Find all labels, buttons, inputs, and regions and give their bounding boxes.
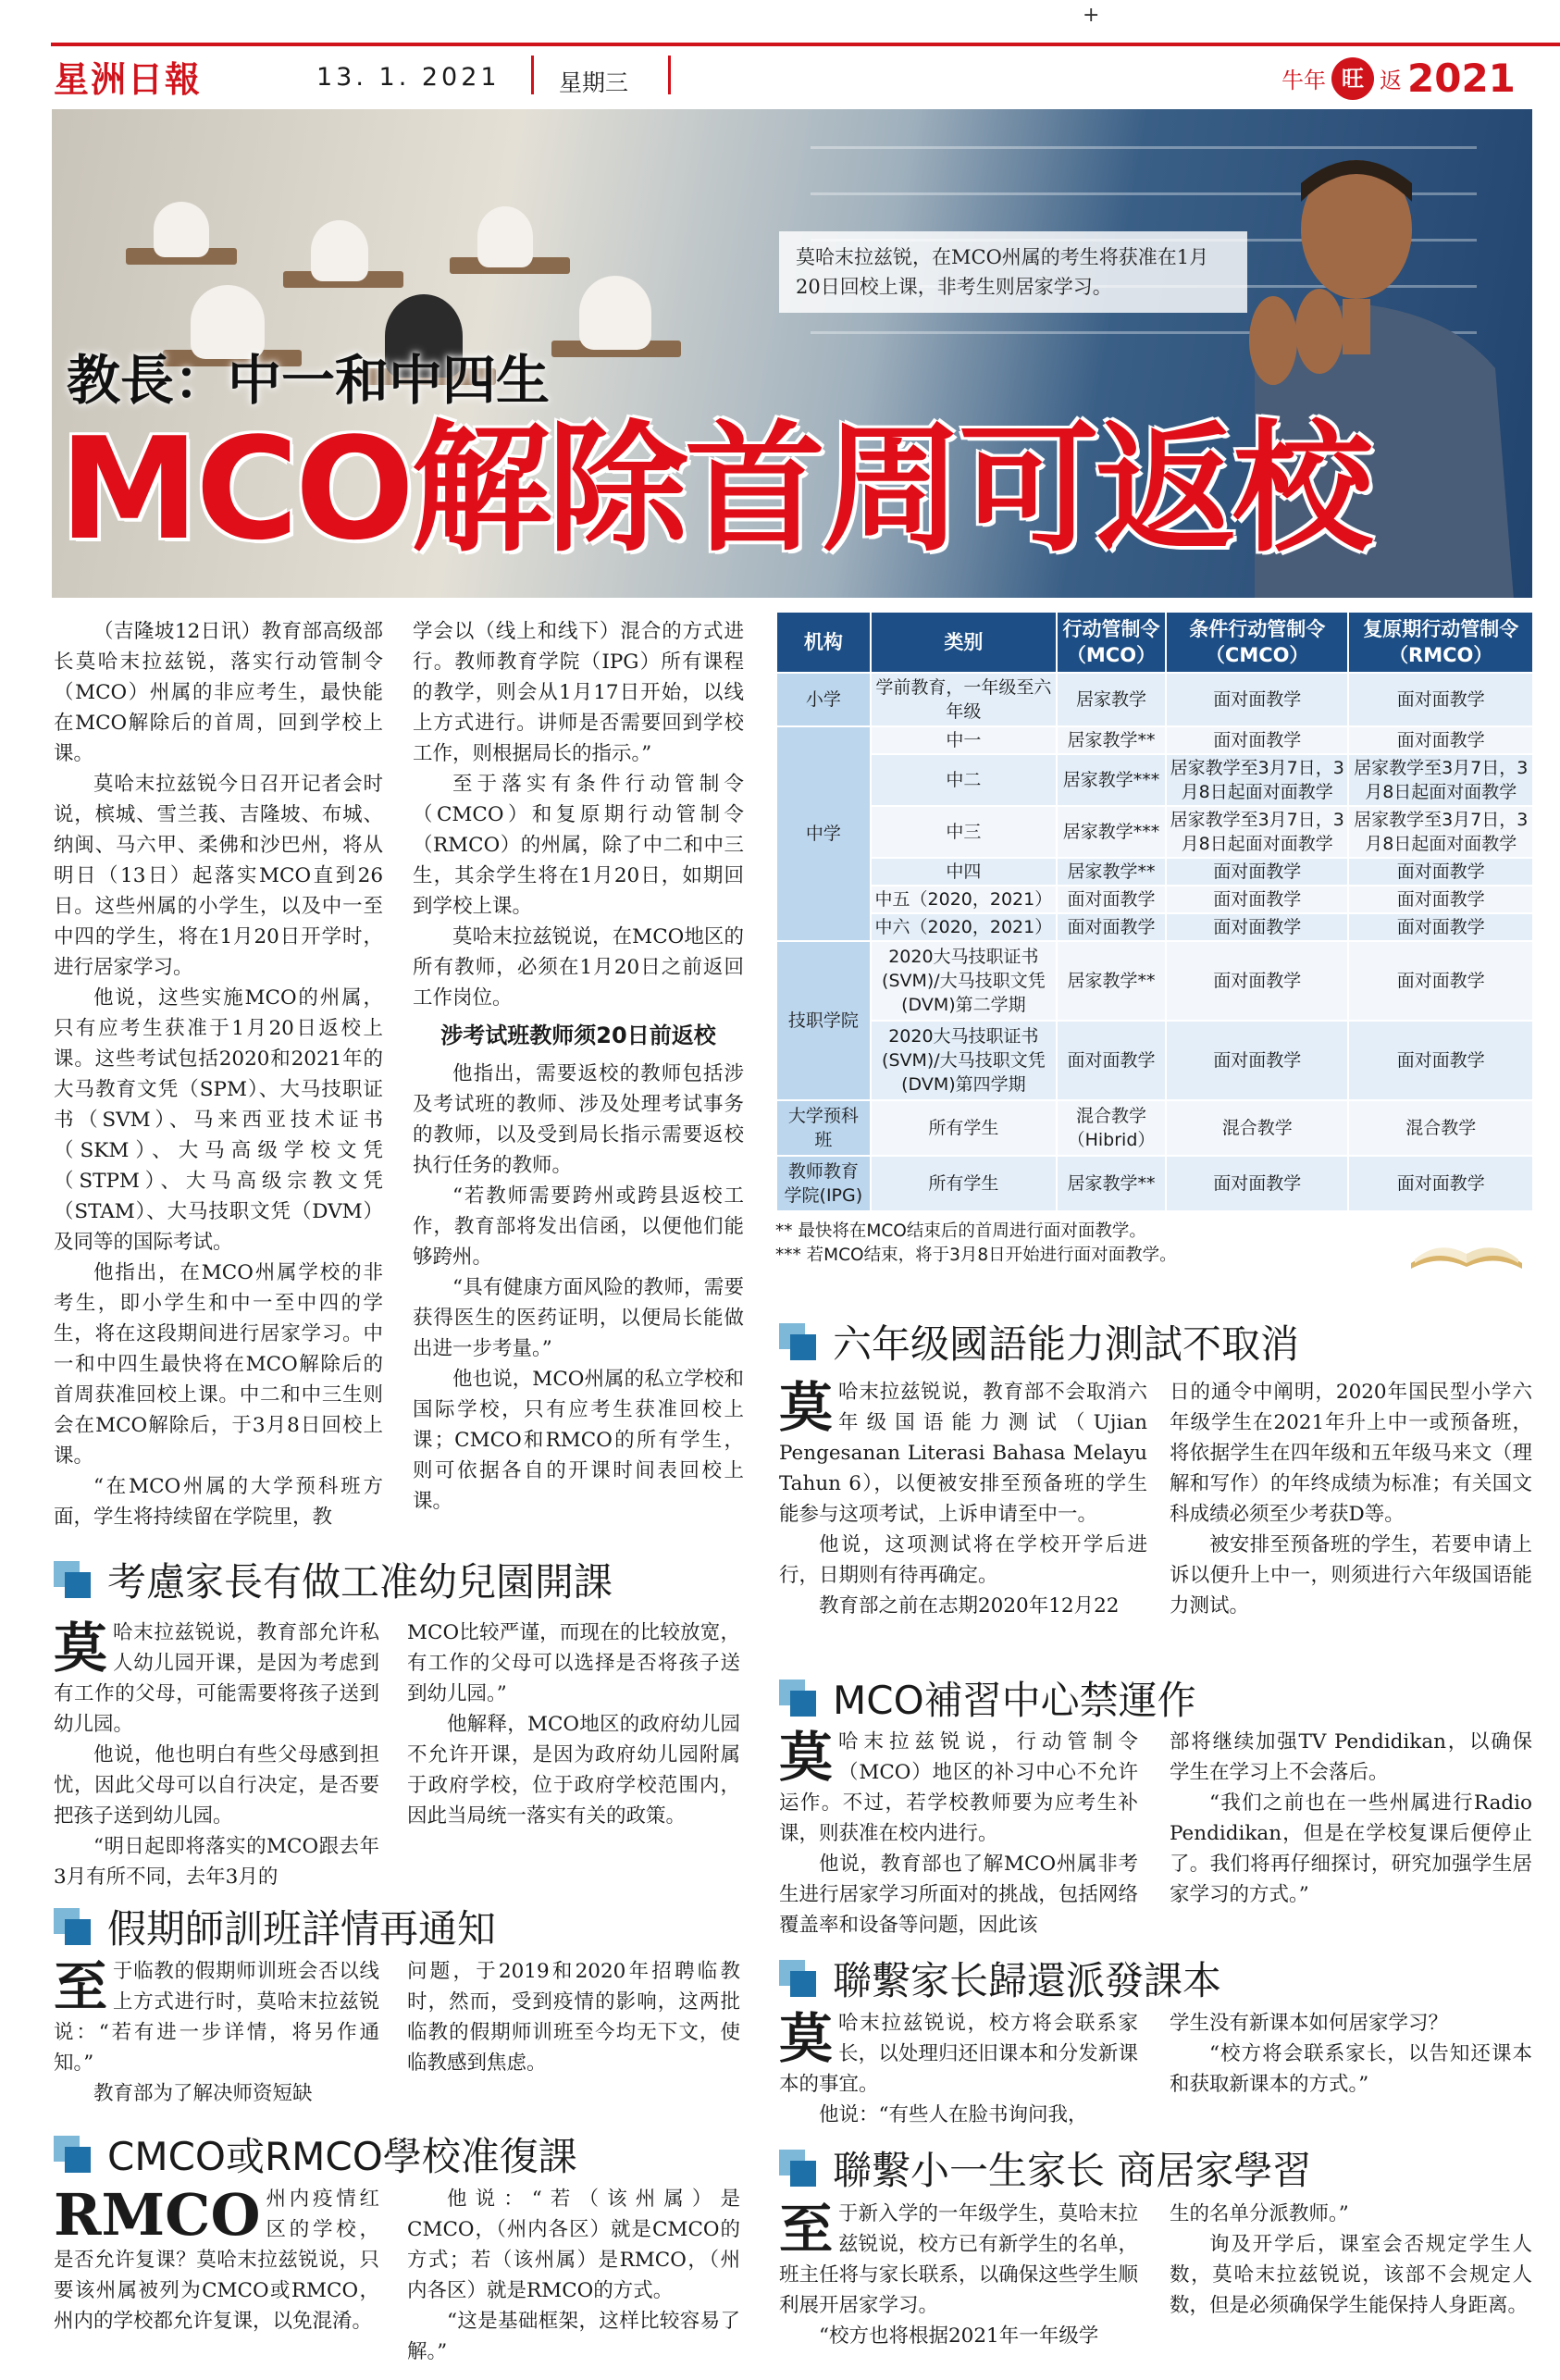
paragraph: 部将继续加强TV Pendidikan，以确保学生在学习上不会落后。 [1170,1730,1532,1784]
paragraph: 他说，这些实施MCO的州属，只有应考生获准于1月20日返校上课。这些考试包括2020和2021年的大马教育文凭（SPM）、大马技职证书（SVM）、马来西亚技术证书（SKM）、大马高级学校文凭（STPM）、大马高级宗教文凭（STAM）、大马技职文凭（DVM）及同等的国际考试。 [54,986,383,1254]
table-cell: 面对面教学 [1348,886,1533,913]
table-row [776,1100,1533,1156]
table-cell: 面对面教学 [1348,673,1533,726]
table-header: 类别 [871,612,1057,673]
publication-date: 13. 1. 2021 [316,63,501,92]
section-title: MCO補習中心禁運作 [833,1678,1196,1723]
table-row [776,673,1533,726]
slogan-text-b: 旺 [1331,57,1374,100]
paragraph: 他说，这项测试将在学校开学后进行，日期则有待再确定。 [779,1533,1147,1587]
paragraph: “若教师需要跨州或跨县返校工作，教育部将发出信函，以便他们能够跨州。 [413,1184,744,1269]
table-header: 复原期行动管制令（RMCO） [1348,612,1533,673]
paragraph: “明日起即将落实的MCO跟去年3月有所不同，去年3月的 [54,1835,379,1889]
section-heading [54,1552,613,1607]
table-cell: 面对面教学 [1057,1021,1166,1100]
section-heading [779,1670,1196,1726]
table-cell: 居家教学** [1057,941,1166,1021]
paragraph: “校方将会联系家长，以告知还课本和获取新课本的方式。” [1170,2042,1532,2096]
drop-cap: 莫 [779,1376,834,1439]
table-header: 行动管制令（MCO） [1057,612,1166,673]
paragraph: 他说：“若（该州属）是CMCO，（州内各区）就是CMCO的方式；若（该州属）是RMCO，（州内各区）就是RMCO的方式。 [407,2188,740,2302]
paragraph: 莫哈末拉兹锐说，在MCO地区的所有教师，必须在1月20日之前返回工作岗位。 [413,925,744,1010]
table-cell: 面对面教学 [1348,1021,1533,1100]
table-row [776,886,1533,913]
table-cell: 面对面教学 [1166,886,1349,913]
book-icon [1402,1217,1531,1272]
paragraph: 哈末拉兹锐说，行动管制令（MCO）地区的补习中心不允许运作。不过，若学校教师要为应考生补课，则获准在校内进行。 [779,1730,1138,1845]
table-group: 教师教育学院(IPG) [776,1156,871,1211]
paragraph: 莫哈末拉兹锐今日召开记者会时说，槟城、雪兰莪、吉隆坡、布城、纳闽、马六甲、柔佛和沙巴州，将从明日（13日）起落实MCO直到26日。这些州属的小学生，以及中一至中四的学生，将在1月20日开学时，进行居家学习。 [54,773,383,979]
paragraph: （吉隆坡12日讯）教育部高级部长莫哈末拉兹锐，落实行动管制令（MCO）州属的非应考生，最快能在MCO解除后的首周，回到学校上课。 [54,620,383,765]
section-title: 六年级國語能力測試不取消 [833,1321,1300,1367]
section-bullet-icon [54,2136,91,2173]
footnote: *** 若MCO结束，将于3月8日开始进行面对面教学。 [775,1246,1177,1265]
paragraph: 他说：“有些人在脸书询问我， [819,2103,1088,2126]
table-cell: 中一 [871,726,1057,754]
new-year-slogan [1281,56,1516,101]
table-row [776,941,1533,1021]
section-bullet-icon [54,1561,91,1598]
section-bullet-icon [779,1323,816,1360]
section-bullet-icon [779,2150,816,2187]
paragraph: 问题，于2019和2020年招聘临教时，然而，受到疫情的影响，这两批临教的假期师训班至今均无下文，使临教感到焦虑。 [407,1960,740,2075]
table-cell: 混合教学（Hibrid） [1057,1100,1166,1156]
registration-mark: + [1083,4,1100,27]
paragraph: 哈末拉兹锐说，教育部允许私人幼儿园开课，是因为考虑到有工作的父母，可能需要将孩子送到幼儿园。 [54,1621,379,1736]
table-cell: 居家教学** [1057,858,1166,886]
section-heading [779,1951,1221,2006]
table-cell: 混合教学 [1166,1100,1349,1156]
section-bullet-icon [54,1908,91,1945]
table-cell: 中六（2020，2021） [871,913,1057,941]
table-cell: 中三 [871,806,1057,858]
table-group: 小学 [776,673,871,726]
slogan-year: 2021 [1407,56,1516,101]
article-subhead: 涉考试班教师须20日前返校 [440,1023,716,1048]
school-reopening-table [775,611,1534,1212]
paragraph: “在MCO州属的大学预科班方面，学生将持续留在学院里，教 [54,1475,383,1529]
paragraph: 询及开学后，课室会否规定学生人数，莫哈末拉兹锐说，该部不会规定人数，但是必须确保学生能保持人身距离。 [1170,2233,1532,2317]
table-row [776,1021,1533,1100]
table-cell: 居家教学*** [1057,754,1166,806]
headline-banner [52,109,1532,598]
table-row [776,1156,1533,1211]
paragraph: 教育部为了解决师资短缺 [93,2082,313,2105]
table-row [776,754,1533,806]
section-heading [779,2140,1311,2196]
table-cell: 2020大马技职证书(SVM)/大马技职文凭(DVM)第四学期 [871,1021,1057,1100]
divider [531,56,534,94]
article-column-2 [413,616,744,1517]
table-cell: 面对面教学 [1348,941,1533,1021]
paragraph: 生的名单分派教师。” [1170,2202,1349,2225]
section-heading [54,2126,577,2182]
headline-kicker: 教長：中一和中四生 [67,349,551,412]
section-title: 聯繫小一生家长 商居家學習 [833,2148,1312,2193]
table-cell: 所有学生 [871,1156,1057,1211]
table-header: 条件行动管制令（CMCO） [1166,612,1349,673]
section-title: CMCO或RMCO學校准復課 [107,2134,577,2179]
table-cell: 中五（2020，2021） [871,886,1057,913]
slogan-text-a: 牛年 [1281,68,1326,93]
drop-cap: 莫 [54,1617,108,1680]
table-row [776,726,1533,754]
table-cell: 面对面教学 [1166,1156,1349,1211]
table-group: 大学预科班 [776,1100,871,1156]
drop-cap: 莫 [779,2007,834,2070]
section-heading [54,1899,496,1954]
drop-cap: 莫 [779,1726,834,1789]
footnote: ** 最快将在MCO结束后的首周进行面对面教学。 [775,1221,1146,1241]
paragraph: 至于落实有条件行动管制令（CMCO）和复原期行动管制令（RMCO）的州属，除了中二和中三生，其余学生将在1月20日，如期回到学校上课。 [413,773,744,918]
table-cell: 居家教学** [1057,1156,1166,1211]
drop-cap: 至 [779,2198,834,2261]
table-cell: 面对面教学 [1166,913,1349,941]
paragraph: MCO比较严谨，而现在的比较放宽，有工作的父母可以选择是否将孩子送到幼儿园。” [407,1621,740,1705]
table-cell: 面对面教学 [1348,858,1533,886]
table-group: 技职学院 [776,941,871,1100]
publication-weekday: 星期三 [559,69,629,96]
paragraph: 于临教的假期师训班会否以线上方式进行时，莫哈末拉兹锐说：“若有进一步详情，将另作通知。” [54,1960,379,2075]
table-cell: 居家教学至3月7日，3月8日起面对面教学 [1166,754,1349,806]
paragraph: “具有健康方面风险的教师，需要获得医生的医药证明，以便局长能做出进一步考量。” [413,1276,744,1360]
table-cell: 面对面教学 [1057,913,1166,941]
table-row [776,858,1533,886]
paragraph: “这是基础框架，这样比较容易了解。” [407,2310,740,2363]
newspaper-logo: 星洲日報 [54,59,203,100]
table-cell: 混合教学 [1348,1100,1533,1156]
paragraph: 他也说，MCO州属的私立学校和国际学校，只有应考生获准回校上课；CMCO和RMCO的所有学生，则可依据各自的开课时间表回校上课。 [413,1368,744,1513]
table-group: 中学 [776,726,871,941]
paragraph: “校方也将根据2021年一年级学 [819,2324,1099,2348]
section-heading [779,1314,1299,1370]
table-cell: 面对面教学 [1166,941,1349,1021]
photo-caption: 莫哈末拉兹锐，在MCO州属的考生将获准在1月20日回校上课，非考生则居家学习。 [779,231,1247,313]
table-cell: 中四 [871,858,1057,886]
table-cell: 居家教学*** [1057,806,1166,858]
section-title: 假期師訓班詳情再通知 [107,1906,497,1952]
section-title: 聯繫家长歸還派發課本 [833,1958,1222,2003]
table-cell: 所有学生 [871,1100,1057,1156]
paragraph: 日的通令中阐明，2020年国民型小学六年级学生在2021年升上中一或预备班，将依据学生在四年级和五年级马来文（理解和写作）的年终成绩为标准；有关国文科成绩必须至少考获D等。 [1170,1381,1532,1526]
section-bullet-icon [779,1680,816,1717]
paragraph: 他说，他也明白有些父母感到担忧，因此父母可以自行决定，是否要把孩子送到幼儿园。 [54,1743,379,1828]
table-cell: 面对面教学 [1166,858,1349,886]
table-footnotes [775,1220,1442,1268]
table-cell: 居家教学至3月7日，3月8日起面对面教学 [1348,806,1533,858]
divider [668,56,671,94]
table-header: 机构 [776,612,871,673]
paragraph: 州内疫情红区的学校，是否允许复课？莫哈末拉兹锐说，只要该州属被列为CMCO或RMCO，州内的学校都允许复课，以免混淆。 [54,2188,379,2333]
table-cell: 面对面教学 [1348,913,1533,941]
table-cell: 面对面教学 [1057,886,1166,913]
table-cell: 中二 [871,754,1057,806]
paragraph: 学会以（线上和线下）混合的方式进行。教师教育学院（IPG）所有课程的教学，则会从1月17日开始，以线上方式进行。讲师是否需要回到学校工作，则根据局长的指示。” [413,620,744,765]
table-cell: 面对面教学 [1166,673,1349,726]
paragraph: 哈末拉兹锐说，教育部不会取消六年级国语能力测试（Ujian Pengesanan Literasi Bahasa Melayu Tahun 6），以便被安排至预备班的学生能参与这项考试，上诉申请至中一。 [779,1381,1147,1526]
table-cell: 面对面教学 [1348,1156,1533,1211]
paragraph: 他指出，需要返校的教师包括涉及考试班的教师、涉及处理考试事务的教师，以及受到局长指示需要返校执行任务的教师。 [413,1062,744,1177]
main-headline: MCO解除首周可返校 [59,407,1370,571]
paragraph: “我们之前也在一些州属进行Radio Pendidikan，但是在学校复课后便停止了。我们将再仔细探讨，研究加强学生居家学习的方式。” [1170,1791,1532,1906]
paragraph: 被安排至预备班的学生，若要申请上诉以便升上中一，则须进行六年级国语能力测试。 [1170,1533,1532,1618]
paragraph: 教育部之前在志期2020年12月22 [819,1594,1120,1618]
paragraph: 他解释，MCO地区的政府幼儿园不允许开课，是因为政府幼儿园附属于政府学校，位于政府学校范围内，因此当局统一落实有关的政策。 [407,1713,740,1828]
masthead [0,0,1560,106]
table-cell: 居家教学至3月7日，3月8日起面对面教学 [1166,806,1349,858]
paragraph: 学生没有新课本如何居家学习？ [1170,2012,1449,2035]
table-row [776,806,1533,858]
table-cell: 面对面教学 [1166,1021,1349,1100]
table-cell: 居家教学至3月7日，3月8日起面对面教学 [1348,754,1533,806]
article-column-1 [54,616,383,1532]
section-title: 考慮家長有做工准幼兒園開課 [107,1559,613,1605]
paragraph: 于新入学的一年级学生，莫哈末拉兹锐说，校方已有新学生的名单，班主任将与家长联系，以确保这些学生顺利展开居家学习。 [779,2202,1138,2317]
table-cell: 面对面教学 [1166,726,1349,754]
table-cell: 2020大马技职证书(SVM)/大马技职文凭(DVM)第二学期 [871,941,1057,1021]
paragraph: 哈末拉兹锐说，校方将会联系家长，以处理归还旧课本和分发新课本的事宜。 [779,2012,1138,2096]
table-header-row [776,612,1533,673]
masthead-rule [51,43,1560,46]
table-cell: 居家教学 [1057,673,1166,726]
paragraph: 他说，教育部也了解MCO州属非考生进行居家学习所面对的挑战，包括网络覆盖率和设备等问题，因此该 [779,1853,1138,1937]
table-cell: 居家教学** [1057,726,1166,754]
table-cell: 学前教育，一年级至六年级 [871,673,1057,726]
slogan-text-c: 返 [1380,68,1402,93]
drop-cap: RMCO [54,2181,261,2249]
section-bullet-icon [779,1960,816,1997]
table-cell: 面对面教学 [1348,726,1533,754]
drop-cap: 至 [54,1955,108,2018]
paragraph: 他指出，在MCO州属学校的非考生，即小学生和中一至中四的学生，将在这段期间进行居家学习。中一和中四生最快将在MCO解除后的首周获准回校上课。中二和中三生则会在MCO解除后，于3月8日回校上课。 [54,1261,383,1468]
table-row [776,913,1533,941]
